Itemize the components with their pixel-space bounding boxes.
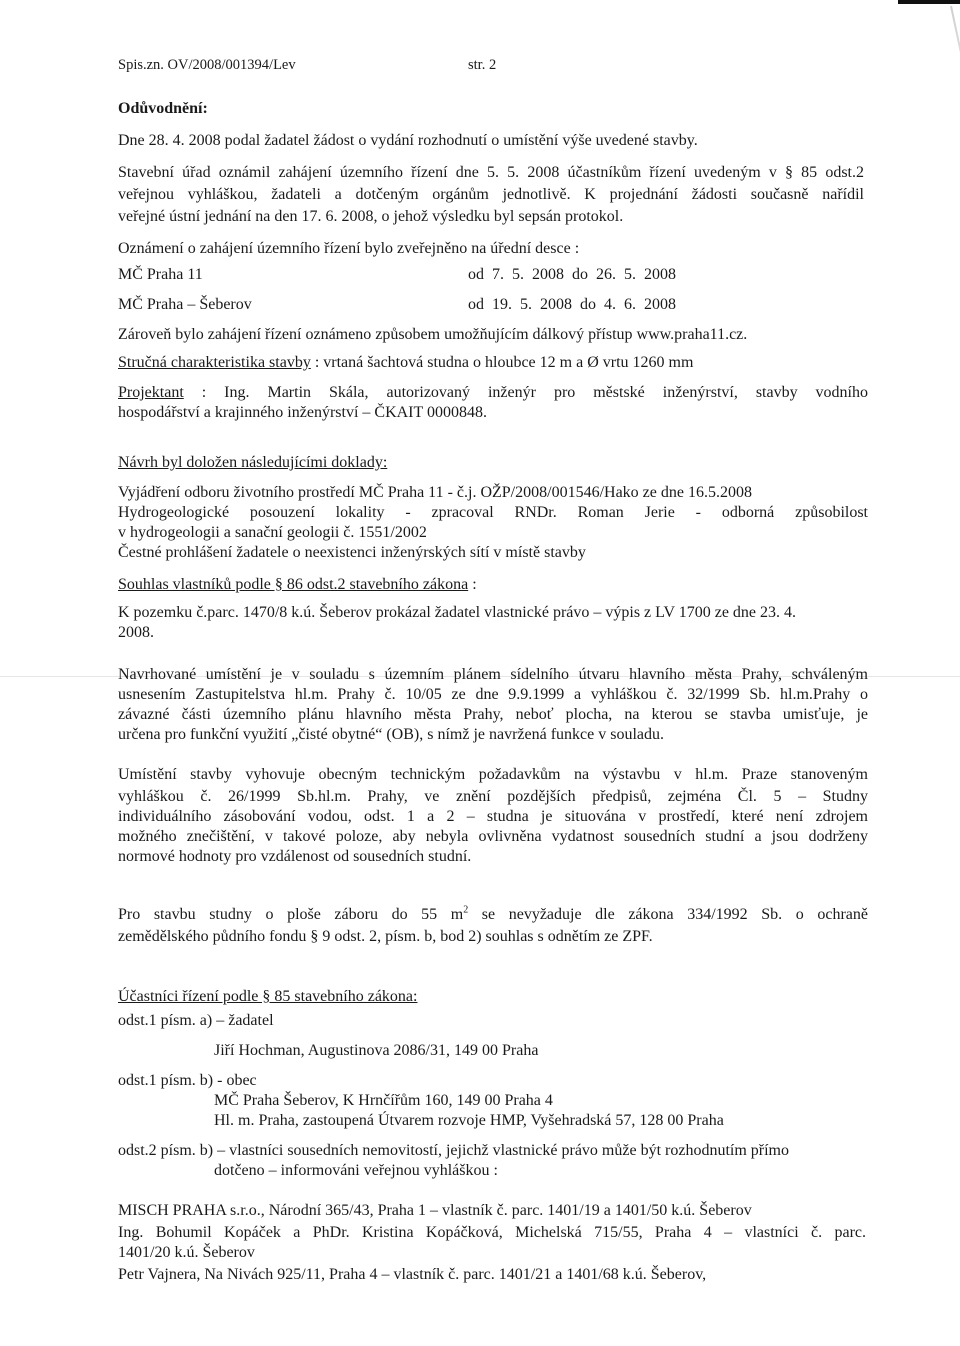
requirements-line-5: normové hodnoty pro vzdálenost od sousedních studní.	[118, 848, 472, 865]
plan-line-2: usnesením Zastupitelstva hl.m. Prahy č. 10/05 ze dne 9.9.1999 a vyhláškou č. 32/1999 Sb. hl.m.Prahy o	[118, 686, 868, 703]
document-line-3: v hydrogeologii a sanační geologii č. 1551/2002	[118, 524, 427, 541]
designer-label: Projektant	[118, 384, 184, 401]
consent-line-2: 2008.	[118, 624, 154, 641]
owner-line-2: Ing. Bohumil Kopáček a PhDr. Kristina Kopáčková, Michelská 715/55, Praha 4 – vlastníci č. parc.	[118, 1224, 866, 1241]
paragraph-notice-line-1: Stavební úřad oznámil zahájení územního řízení dne 5. 5. 2008 účastníkům řízení uvedeným v § 85 odst.2	[118, 164, 864, 181]
zpf-text-b: se nevyžaduje dle zákona 334/1992 Sb. o ochraně	[468, 906, 868, 923]
plan-line-1: Navrhované umístění je v souladu s územním plánem sídelního útvaru hlavního města Prahy, schváleným	[118, 666, 868, 683]
zpf-line-2: zemědělského půdního fondu § 9 odst. 2, písm. b, bod 2) souhlas s odnětím ze ZPF.	[118, 928, 653, 945]
zpf-line-1	[118, 906, 868, 924]
document-line-1: Vyjádření odboru životního prostředí MČ Praha 11 - č.j. OŽP/2008/001546/Hako ze dne 16.5.2008	[118, 484, 752, 501]
characteristics-label: Stručná charakteristika stavby	[118, 354, 311, 371]
owner-line-3: 1401/20 k.ú. Šeberov	[118, 1244, 255, 1261]
participants-heading: Účastníci řízení podle § 85 stavebního zákona:	[118, 988, 418, 1005]
participants-b-item-1: MČ Praha Šeberov, K Hrnčířům 160, 149 00 Praha 4	[214, 1092, 553, 1109]
consent-line-1: K pozemku č.parc. 1470/8 k.ú. Šeberov prokázal žadatel vlastnické právo – výpis z LV 1700 ze dne 23. 4.	[118, 604, 797, 621]
notice-place-1: MČ Praha 11	[118, 266, 203, 283]
requirements-line-2: vyhláškou č. 26/1999 Sb.hl.m. Prahy, ve znění pozdějších předpisů, zejména Čl. 5 – Studny	[118, 788, 868, 805]
notice-place-2: MČ Praha – Šeberov	[118, 296, 252, 313]
scan-edge-mark	[898, 0, 960, 4]
plan-line-3: závazné části územního plánu hlavního města Prahy, neboť plocha, na kterou se stavba umisťuje, je	[118, 706, 868, 723]
paper-crease	[950, 6, 960, 173]
requirements-line-3: individuálního zásobování vodou, odst. 1 a 2 – studna je situována v prostředí, které není zdrojem	[118, 808, 868, 825]
zpf-superscript: 2	[463, 904, 469, 916]
remote-access-text: Zároveň bylo zahájení řízení oznámeno způsobem umožňujícím dálkový přístup	[118, 326, 633, 343]
designer-line-2: hospodářství a krajinného inženýrství – ČKAIT 0000848.	[118, 404, 487, 421]
consent-heading: Souhlas vlastníků podle § 86 odst.2 stavebního zákona	[118, 576, 469, 593]
requirements-line-4: možného znečištění, v takové poloze, aby nebyla ovlivněna vydatnost sousedních studní a jsou dodrženy	[118, 828, 868, 845]
plan-line-4: určena pro funkční využití „čisté obytné“ (OB), s nímž je navržená funkce v souladu.	[118, 726, 665, 743]
requirements-line-1: Umístění stavby vyhovuje obecným technickým požadavkům na výstavbu v hl.m. Praze stanoveným	[118, 766, 868, 783]
consent-heading-suffix: :	[468, 576, 477, 593]
consent-heading-line	[118, 576, 477, 594]
characteristics-line	[118, 354, 693, 372]
characteristics-text: : vrtaná šachtová studna o hloubce 12 m a Ø vrtu 1260 mm	[314, 354, 694, 371]
designer-line-1	[118, 384, 868, 402]
document-line-4: Čestné prohlášení žadatele o neexistenci inženýrských sítí v místě stavby	[118, 544, 586, 561]
remote-access-line	[118, 326, 747, 344]
paragraph-notice-line-3: veřejné ústní jednání na den 17. 6. 2008, o jehož výsledku byl sepsán protokol.	[118, 208, 624, 225]
document-line-2: Hydrogeologické posouzení lokality - zpracoval RNDr. Roman Jerie - odborná způsobilost	[118, 504, 868, 521]
designer-text: : Ing. Martin Skála, autorizovaný inženýr pro městské inženýrství, stavby vodního	[201, 384, 869, 401]
participants-c-label-1: odst.2 písm. b) – vlastníci sousedních nemovitostí, jejichž vlastnické právo může být rozhodnutím přímo	[118, 1142, 789, 1159]
page-number: str. 2	[468, 57, 497, 73]
owner-line-1: MISCH PRAHA s.r.o., Národní 365/43, Praha 1 – vlastník č. parc. 1401/19 a 1401/50 k.ú. Šeberov	[118, 1202, 752, 1219]
paragraph-notice-line-2: veřejnou vyhláškou, žadateli a dotčeným orgánům jednotlivě. K projednání žádosti současně nařídil	[118, 186, 864, 203]
notice-intro: Oznámení o zahájení územního řízení bylo zveřejněno na úřední desce :	[118, 240, 580, 257]
owner-line-4: Petr Vajnera, Na Nivách 925/11, Praha 4 – vlastník č. parc. 1401/21 a 1401/68 k.ú. Šeberov,	[118, 1266, 707, 1283]
participants-c-label-2: dotčeno – informováni veřejnou vyhláškou :	[214, 1162, 498, 1179]
zpf-text-a: Pro stavbu studny o ploše záboru do 55 m	[118, 906, 464, 923]
paragraph-application-date: Dne 28. 4. 2008 podal žadatel žádost o vydání rozhodnutí o umístění výše uvedené stavby.	[118, 132, 698, 149]
document-reference: Spis.zn. OV/2008/001394/Lev	[118, 57, 296, 73]
notice-dates-2: od 19. 5. 2008 do 4. 6. 2008	[468, 296, 676, 313]
municipality-website-link[interactable]: www.praha11.cz.	[636, 326, 748, 343]
participants-a-label: odst.1 písm. a) – žadatel	[118, 1012, 274, 1029]
participants-b-item-2: Hl. m. Praha, zastoupená Útvarem rozvoje HMP, Vyšehradská 57, 128 00 Praha	[214, 1112, 724, 1129]
section-heading: Odůvodnění:	[118, 100, 208, 117]
notice-dates-1: od 7. 5. 2008 do 26. 5. 2008	[468, 266, 676, 283]
documents-heading: Návrh byl doložen následujícími doklady:	[118, 454, 388, 471]
participants-b-label: odst.1 písm. b) - obec	[118, 1072, 257, 1089]
participants-a-person: Jiří Hochman, Augustinova 2086/31, 149 00 Praha	[214, 1042, 539, 1059]
